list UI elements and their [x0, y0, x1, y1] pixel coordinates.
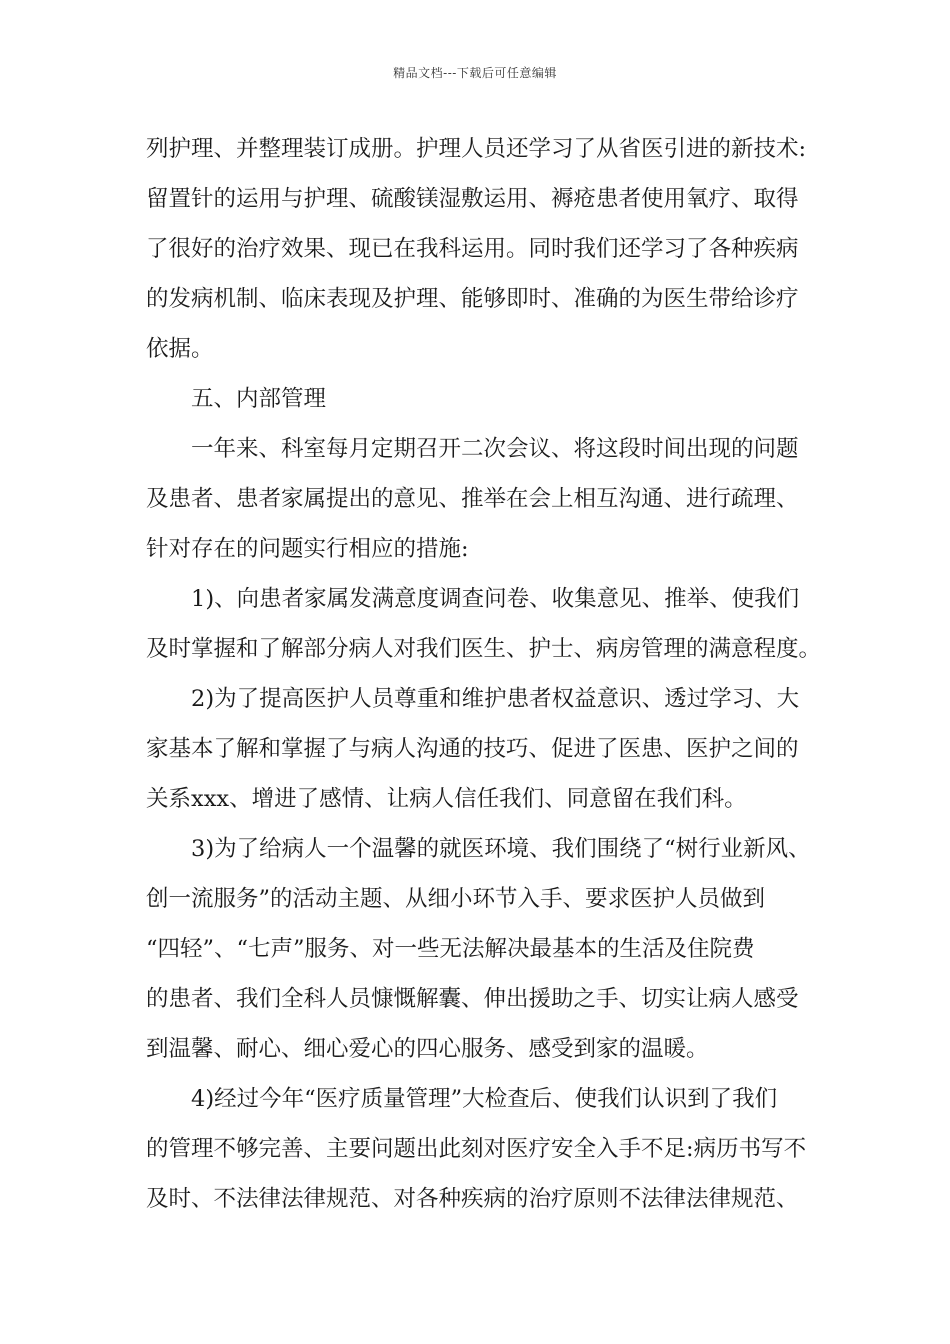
text-line: 1)、向患者家属发满意度调查问卷、收集意见、推举、使我们: [191, 586, 800, 612]
page-header: 精品文档---下载后可任意编辑: [393, 66, 557, 80]
text-line: 留置针的运用与护理、硫酸镁湿敷运用、褥疮患者使用氧疗、取得: [146, 186, 799, 212]
section-heading: 五、内部管理: [191, 386, 327, 412]
text-line: 3)为了给病人一个温馨的就医环境、我们围绕了“树行业新风、: [191, 836, 811, 862]
text-line: 2)为了提高医护人员尊重和维护患者权益意识、透过学习、大: [191, 686, 800, 712]
text-line: 家基本了解和掌握了与病人沟通的技巧、促进了医患、医护之间的: [146, 736, 799, 762]
text-line: 列护理、并整理装订成册。护理人员还学习了从省医引进的新技术:: [146, 136, 807, 162]
text-line: 一年来、科室每月定期召开二次会议、将这段时间出现的问题: [191, 436, 799, 462]
text-line: 的管理不够完善、主要问题出此刻对医疗安全入手不足:病历书写不: [146, 1136, 807, 1162]
text-line: 及时掌握和了解部分病人对我们医生、护士、病房管理的满意程度。: [146, 636, 822, 662]
text-line: 的患者、我们全科人员慷慨解囊、伸出援助之手、切实让病人感受: [146, 986, 799, 1012]
text-line: 依据。: [146, 336, 214, 362]
document-body: [146, 124, 822, 1224]
text-line: 创一流服务”的活动主题、从细小环节入手、要求医护人员做到: [146, 886, 766, 912]
text-line: 及时、不法律法律规范、对各种疾病的治疗原则不法律法律规范、: [146, 1186, 799, 1212]
text-line: 及患者、患者家属提出的意见、推举在会上相互沟通、进行疏理、: [146, 486, 799, 512]
text-line: 针对存在的问题实行相应的措施:: [146, 536, 469, 562]
text-line: 关系xxx、增进了感情、让病人信任我们、同意留在我们科。: [146, 786, 747, 812]
text-line: 的发病机制、临床表现及护理、能够即时、准确的为医生带给诊疗: [146, 286, 799, 312]
text-line: 了很好的治疗效果、现已在我科运用。同时我们还学习了各种疾病: [146, 236, 799, 262]
text-line: “四轻”、“七声”服务、对一些无法解决最基本的生活及住院费: [146, 936, 755, 962]
text-line: 4)经过今年“医疗质量管理”大检查后、使我们认识到了我们: [191, 1086, 778, 1112]
text-line: 到温馨、耐心、细心爱心的四心服务、感受到家的温暖。: [146, 1036, 709, 1062]
